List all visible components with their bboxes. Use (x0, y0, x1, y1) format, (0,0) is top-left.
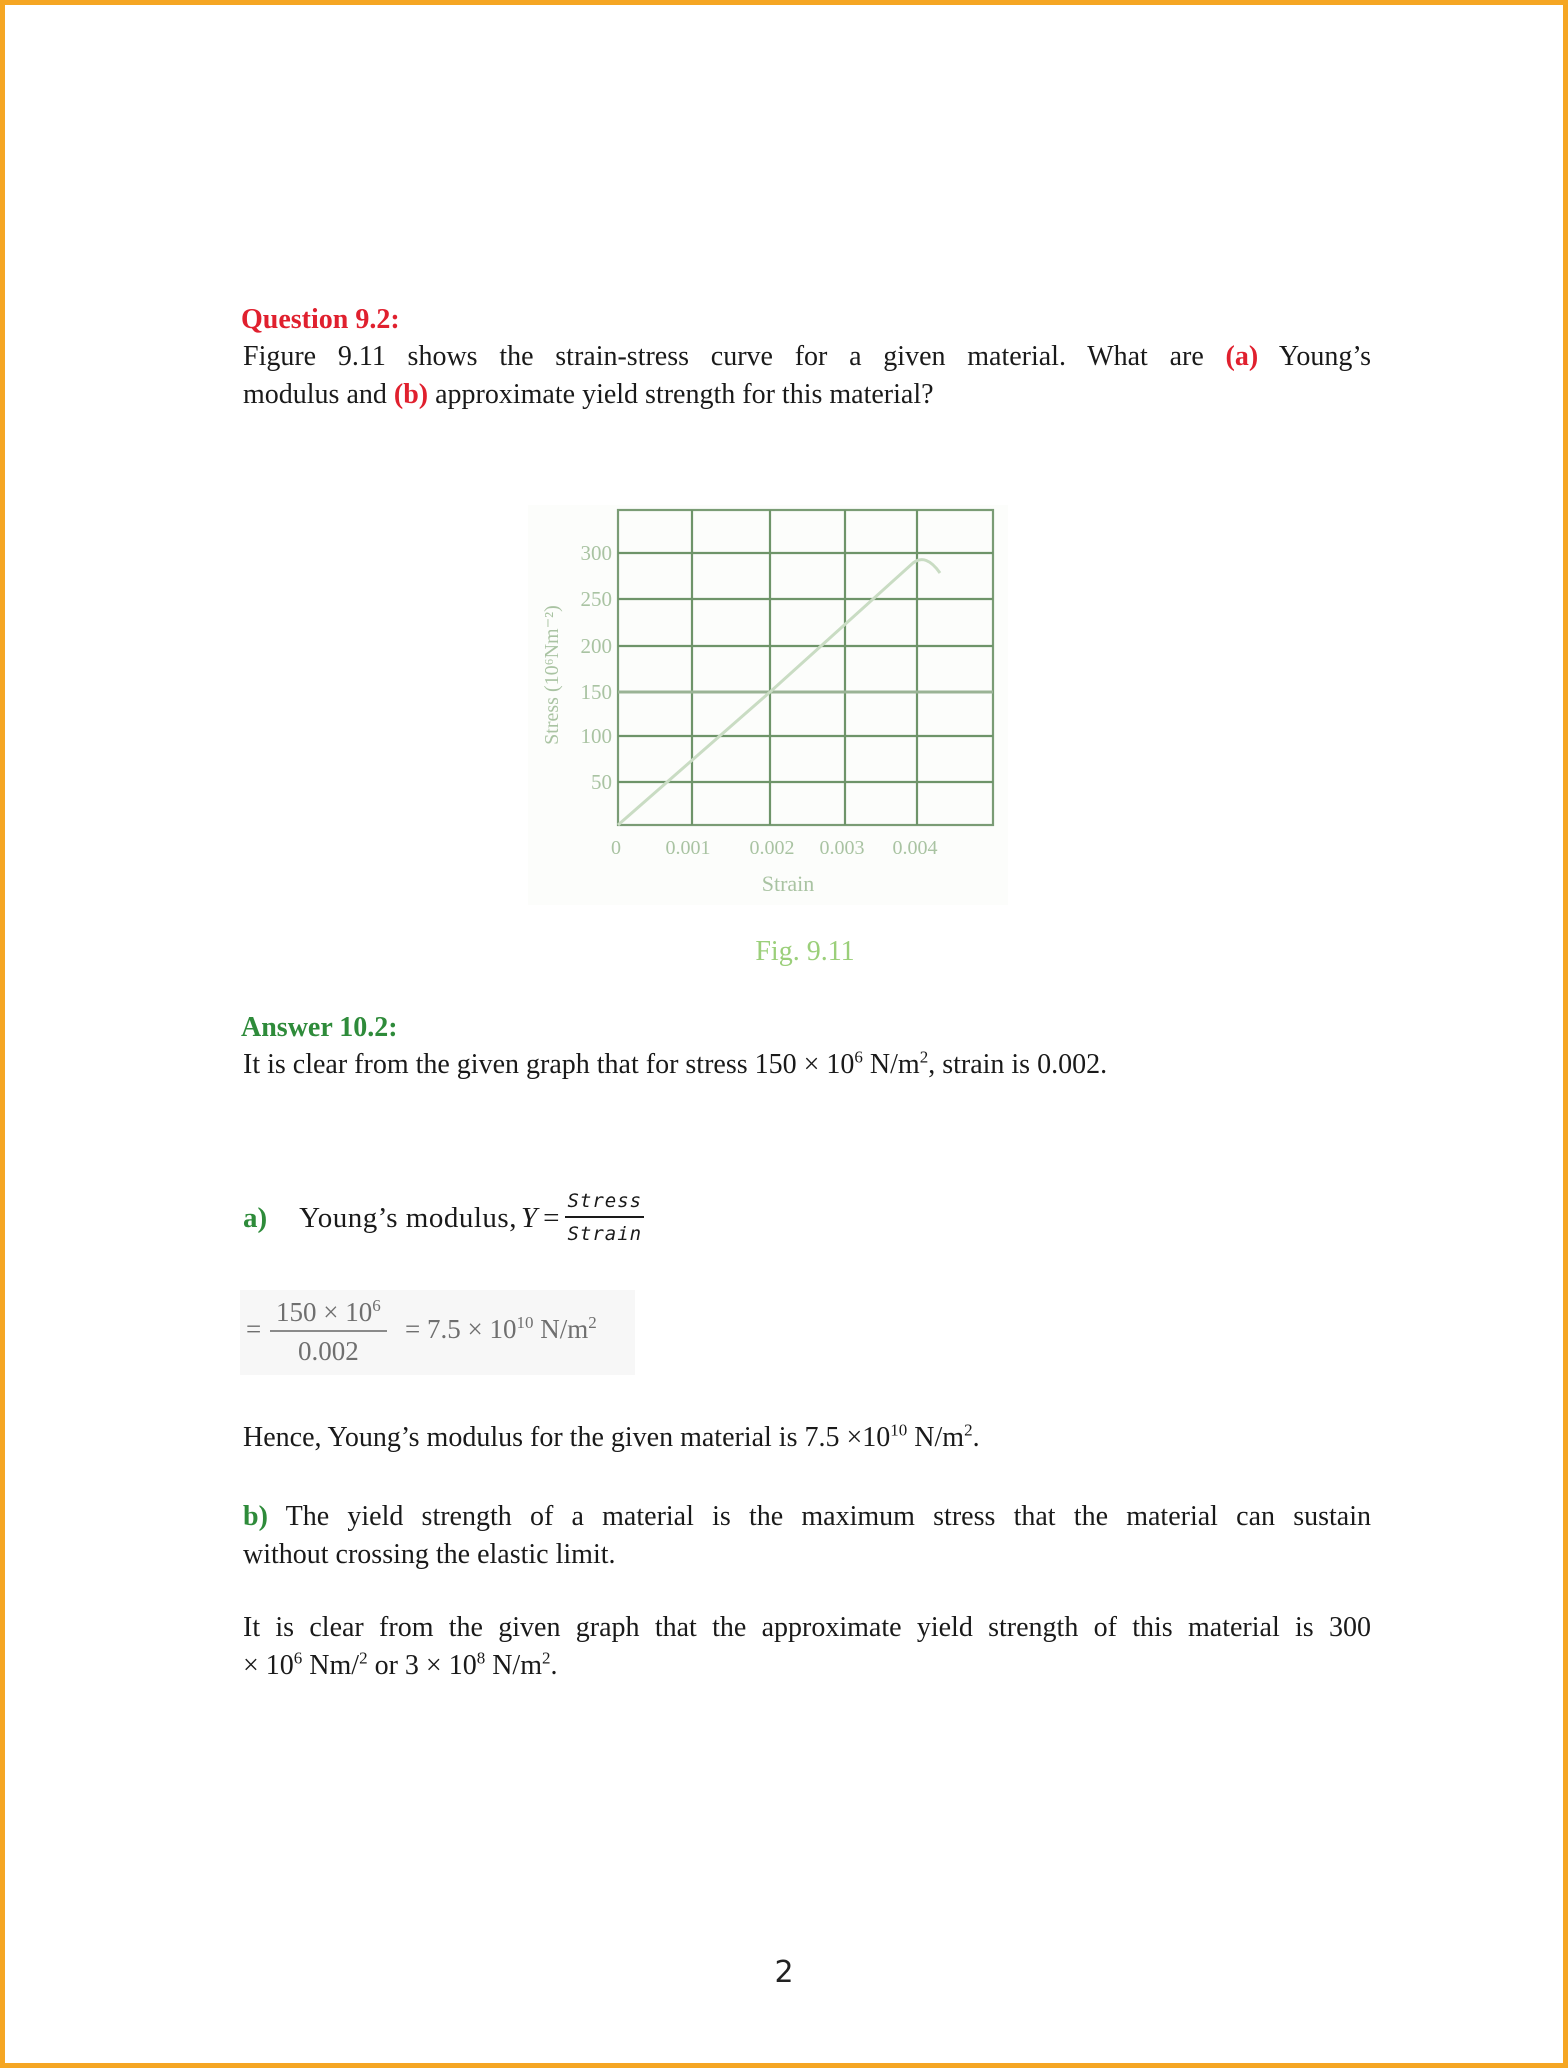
x-tick-0.004: 0.004 (892, 837, 938, 859)
calculation-box (240, 1290, 635, 1375)
part-b-line-1 (243, 1498, 1371, 1536)
exponent: 6 (293, 1648, 303, 1668)
equals-sign: = (246, 1314, 262, 1344)
equals-sign: = (543, 1201, 560, 1234)
exponent: 2 (919, 1047, 929, 1067)
y-tick-200: 200 (580, 634, 612, 658)
fraction-denominator: Strain (567, 1223, 643, 1245)
conclusion-b-line-1: It is clear from the given graph that the approximate yield strength of this material is 300 (243, 1612, 1371, 1643)
conclusion-b-line-2 (243, 1647, 557, 1685)
x-tick-0.002: 0.002 (749, 837, 795, 859)
calc-numerator (270, 1296, 387, 1332)
exponent: 2 (541, 1648, 551, 1668)
question-text: Figure 9.11 shows the strain-stress curve for a given material. What are (243, 341, 1226, 372)
question-line-2 (243, 376, 934, 414)
exponent: 8 (476, 1648, 486, 1668)
y-tick-50: 50 (591, 770, 612, 794)
page-number: 2 (774, 1955, 794, 1990)
calc-denominator: 0.002 (297, 1336, 359, 1366)
answer-text: . (972, 1422, 980, 1453)
x-tick-0: 0 (611, 837, 621, 859)
x-tick-0.003: 0.003 (819, 837, 865, 859)
exponent: 2 (359, 1648, 368, 1668)
answer-text: N/m (862, 1049, 920, 1080)
stress-strain-chart (528, 505, 1008, 905)
answer-text: . (550, 1650, 558, 1681)
y-axis-label: Stress (10⁶Nm⁻²) (541, 605, 563, 745)
answer-text: Hence, Young’s modulus for the given material is 7.5 ×10 (243, 1422, 891, 1453)
exponent: 2 (588, 1313, 597, 1332)
part-a-formula (243, 1188, 644, 1248)
answer-text: It is clear from the given graph that for stress 150 × 10 (243, 1049, 855, 1080)
calc-result-unit: N/m (533, 1314, 589, 1344)
answer-text: Nm/ (302, 1650, 360, 1681)
calculation-fraction (270, 1296, 387, 1370)
y-tick-100: 100 (580, 724, 612, 748)
question-text: Young’s (1258, 341, 1371, 372)
stress-over-strain-fraction (565, 1188, 644, 1248)
x-tick-0.001: 0.001 (665, 837, 711, 859)
exponent: 2 (964, 1420, 973, 1440)
answer-heading: Answer 10.2: (241, 1012, 398, 1043)
answer-text: N/m (907, 1422, 965, 1453)
part-a-marker: a) (243, 1201, 268, 1234)
part-a-marker: (a) (1225, 341, 1259, 372)
question-text: modulus and (243, 379, 394, 410)
calc-numerator-text: 150 × 10 (276, 1297, 373, 1327)
x-axis-label: Strain (761, 871, 815, 896)
answer-intro (243, 1046, 1107, 1084)
exponent: 6 (372, 1296, 381, 1315)
part-b-marker: (b) (393, 379, 429, 410)
question-text: approximate yield strength for this material? (428, 379, 934, 410)
y-tick-150: 150 (580, 680, 612, 704)
question-heading: Question 9.2: (241, 304, 400, 335)
exponent: 10 (516, 1313, 534, 1332)
answer-text: × 10 (243, 1650, 294, 1681)
answer-text: , strain is 0.002. (928, 1049, 1108, 1080)
answer-text: The yield strength of a material is the maximum stress that the material can sustain (267, 1501, 1371, 1532)
exponent: 6 (854, 1047, 863, 1067)
y-tick-300: 300 (580, 541, 612, 565)
figure-caption: Fig. 9.11 (755, 936, 855, 967)
question-line-1 (243, 338, 1371, 376)
symbol-y: Y (520, 1201, 538, 1234)
fraction-numerator: Stress (565, 1188, 644, 1218)
calc-result-text: = 7.5 × 10 (405, 1314, 517, 1344)
y-tick-250: 250 (580, 587, 612, 611)
calc-result (405, 1314, 597, 1345)
answer-text: N/m (485, 1650, 542, 1681)
exponent: 10 (890, 1420, 908, 1440)
chart-svg (528, 505, 1008, 905)
conclusion-a (243, 1419, 980, 1457)
part-a-label: Young’s modulus, (299, 1201, 517, 1234)
part-b-line-2: without crossing the elastic limit. (243, 1539, 616, 1570)
answer-text: or 3 × 10 (367, 1650, 477, 1681)
part-b-marker: b) (243, 1501, 268, 1532)
